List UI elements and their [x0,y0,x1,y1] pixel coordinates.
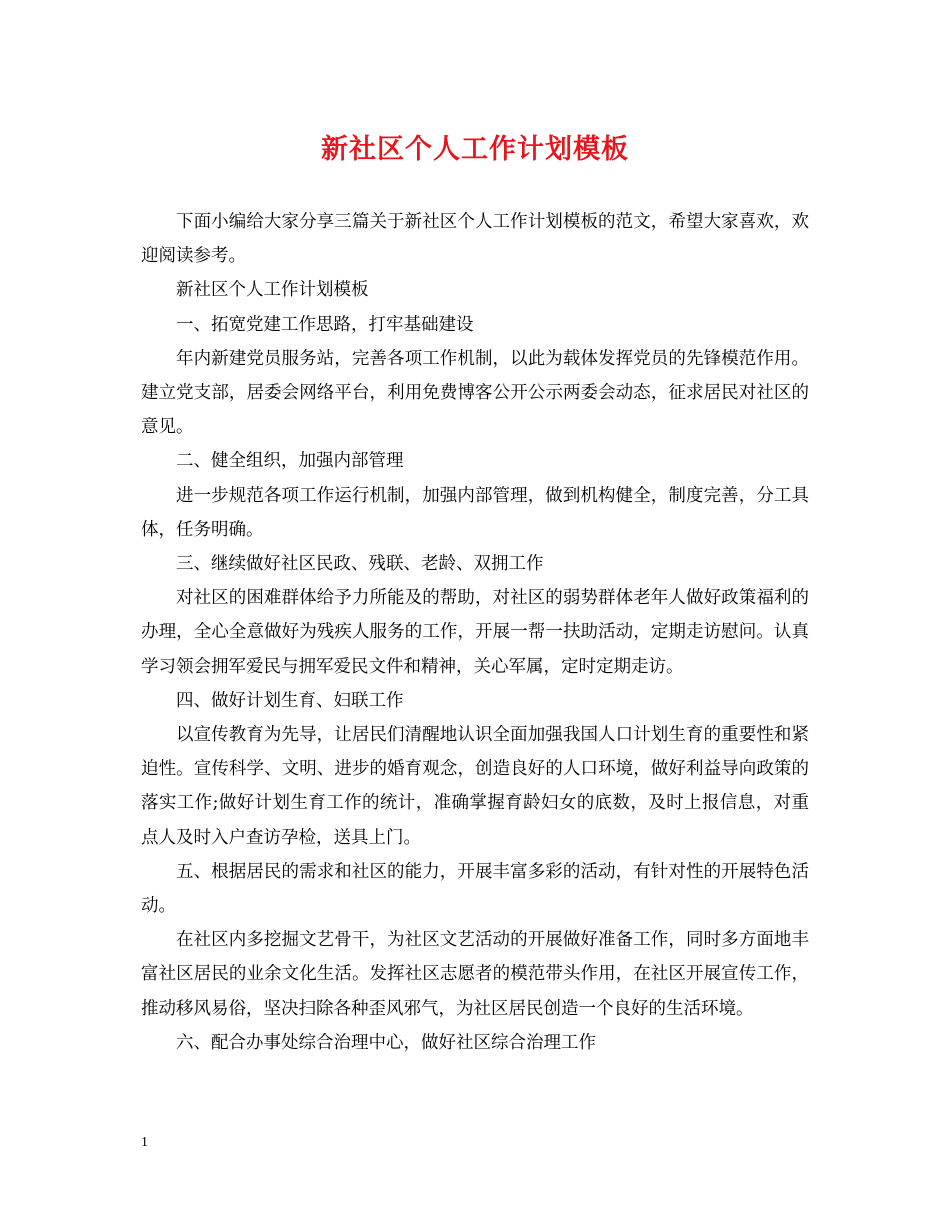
paragraph-intro: 下面小编给大家分享三篇关于新社区个人工作计划模板的范文，希望大家喜欢，欢迎阅读参考。 [141,212,809,267]
section-body-5: 在社区内多挖掘文艺骨干，为社区文艺活动的开展做好准备工作，同时多方面地丰富社区居民的业余文化生活。发挥社区志愿者的模范带头作用，在社区开展宣传工作，推动移风易俗，坚决扫除各种歪风邪气，为社区居民创造一个良好的生活环境。 [141,930,809,1019]
document-title: 新社区个人工作计划模板 [321,134,629,165]
section-body-3: 对社区的困难群体给予力所能及的帮助，对社区的弱势群体老年人做好政策福利的办理，全心全意做好为残疾人服务的工作，开展一帮一扶助活动，定期走访慰问。认真学习领会拥军爱民与拥军爱民文件和精神，关心军属，定时定期走访。 [141,588,809,677]
section-heading-3: 三、继续做好社区民政、残联、老龄、双拥工作 [176,554,544,575]
section-heading-5: 五、根据居民的需求和社区的能力，开展丰富多彩的活动，有针对性的开展特色活动。 [141,861,809,917]
section-heading-2: 二、健全组织，加强内部管理 [176,451,404,472]
page-number: 1 [141,1135,148,1150]
section-body-2: 进一步规范各项工作运行机制，加强内部管理，做到机构健全，制度完善，分工具体，任务明确。 [141,485,809,540]
document-body [141,205,809,1060]
section-body-4: 以宣传教育为先导，让居民们清醒地认识全面加强我国人口计划生育的重要性和紧迫性。宣传科学、文明、进步的婚育观念，创造良好的人口环境，做好利益导向政策的落实工作;做好计划生育工作的统计，准确掌握育龄妇女的底数，及时上报信息，对重点人及时入户查访孕检，送具上门。 [141,725,809,848]
section-heading-1: 一、拓宽党建工作思路，打牢基础建设 [176,314,474,335]
section-body-1: 年内新建党员服务站，完善各项工作机制，以此为载体发挥党员的先锋模范作用。建立党支部，居委会网络平台，利用免费博客公开公示两委会动态，征求居民对社区的意见。 [141,348,809,438]
section-heading-4: 四、做好计划生育、妇联工作 [176,690,404,711]
section-heading-6: 六、配合办事处综合治理中心，做好社区综合治理工作 [176,1032,596,1053]
paragraph-subtitle: 新社区个人工作计划模板 [176,280,369,301]
